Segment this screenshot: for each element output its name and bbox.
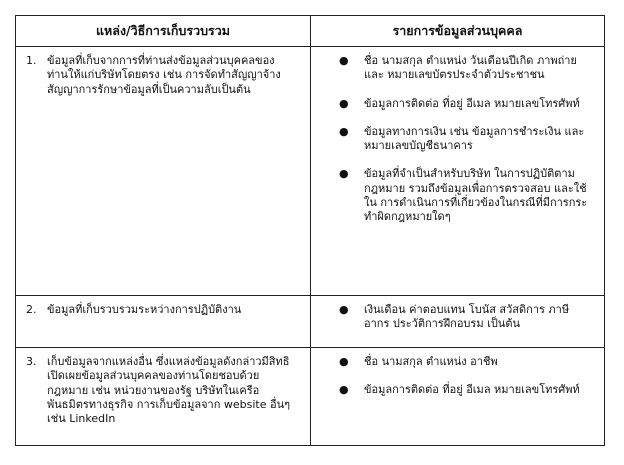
bullet-icon: ● (339, 96, 349, 110)
bullet-icon: ● (339, 303, 349, 316)
bullet-list (339, 303, 596, 332)
row-number: 3. (26, 355, 37, 368)
bullet-list (339, 54, 596, 225)
table-row (16, 47, 605, 296)
row-number: 1. (26, 54, 37, 67)
bullet-icon: ● (339, 124, 349, 138)
table-row (16, 348, 605, 446)
source-cell (16, 47, 311, 296)
item-text: ข้อมูลการติดต่อ ที่อยู่ อีเมล หมายเลขโทรศัพท์ (364, 383, 580, 397)
source-text: เก็บข้อมูลจากแหล่งอื่น ซึ่งแหล่งข้อมูลดังกล่าวมีสิทธิเปิดเผยข้อมูลส่วนบุคคลของท่านโดยชอบด้วยกฎหมาย เช่น หน่วยงานของรัฐ บริษัทในเครือพันธมิตรทางธุรกิจ การเก็บข้อมูลจาก website อื่นๆ เช่น LinkedIn (47, 355, 290, 426)
item-text: ข้อมูลทางการเงิน เช่น ข้อมูลการชำระเงิน และ หมายเลขบัญชีธนาคาร (364, 124, 585, 153)
items-cell (311, 296, 605, 348)
item-text: ชื่อ นามสกุล ตำแหน่ง อาชีพ (364, 355, 498, 368)
personal-data-table (15, 15, 605, 446)
list-item (339, 355, 594, 369)
list-item (339, 303, 594, 332)
item-text: ชื่อ นามสกุล ตำแหน่ง วันเดือนปีเกิด ภาพถ่าย และ หมายเลขบัตรประจำตัวประชาชน (364, 54, 577, 82)
items-cell (311, 47, 605, 296)
bullet-icon: ● (339, 167, 349, 181)
row-number: 2. (26, 303, 37, 316)
source-cell (16, 296, 311, 348)
list-item (339, 167, 594, 224)
table-row (16, 296, 605, 348)
header-row (16, 16, 605, 47)
source-text: ข้อมูลที่เก็บรวบรวมระหว่างการปฏิบัติงาน (47, 303, 242, 316)
bullet-list (339, 355, 596, 398)
list-item (339, 383, 594, 397)
items-cell (311, 348, 605, 446)
source-cell (16, 348, 311, 446)
item-text: เงินเดือน ค่าตอบแทน โบนัส สวัสดิการ ภาษีอากร ประวัติการฝึกอบรม เป็นต้น (364, 303, 570, 331)
item-text: ข้อมูลที่จำเป็นสำหรับบริษัท ในการปฏิบัติตามกฎหมาย รวมถึงข้อมูลเพื่อการตรวจสอบ และใช้ใน การดำเนินการที่เกี่ยวข้องในกรณีที่มีการกระทำผิดกฎหมายใดๆ (364, 167, 588, 224)
list-item (339, 125, 594, 154)
list-item (339, 97, 594, 111)
item-text: ข้อมูลการติดต่อ ที่อยู่ อีเมล หมายเลขโทรศัพท์ (364, 96, 580, 110)
header-source-method: แหล่ง/วิธีการเก็บรวบรวม (16, 16, 311, 47)
bullet-icon: ● (339, 355, 349, 368)
list-item (339, 54, 594, 83)
bullet-icon: ● (339, 54, 349, 67)
header-personal-data-items: รายการข้อมูลส่วนบุคคล (311, 16, 605, 47)
bullet-icon: ● (339, 383, 349, 397)
source-text: ข้อมูลที่เก็บจากการที่ท่านส่งข้อมูลส่วนบุคคลของท่านให้แก่บริษัทโดยตรง เช่น การจัดทำสัญญาจ้าง สัญญาการรักษาข้อมูลที่เป็นความลับเป็นต้น (47, 54, 281, 96)
